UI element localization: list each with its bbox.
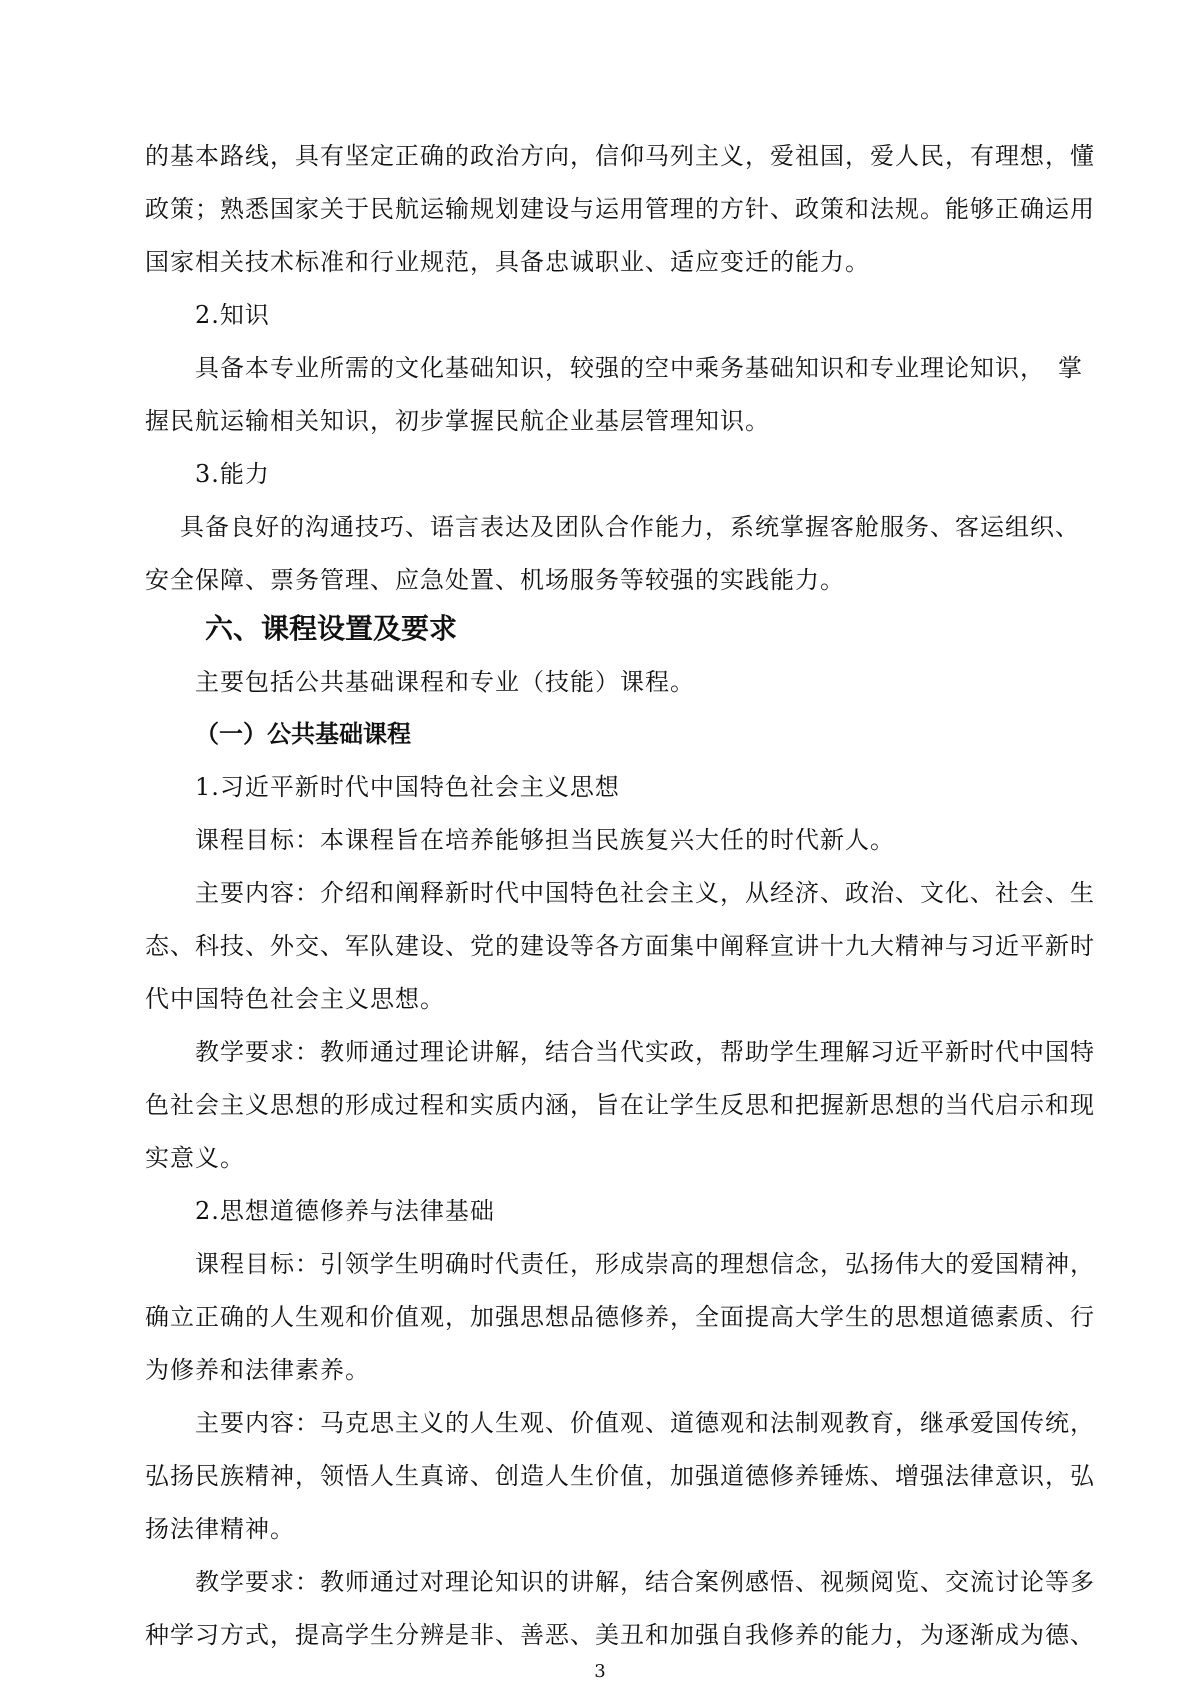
section-label: 3.能力 [195, 460, 270, 488]
paragraph-line: 课程目标：引领学生明确时代责任，形成崇高的理想信念，弘扬伟大的爱国精神， [195, 1250, 1095, 1278]
paragraph-line: 代中国特色社会主义思想。 [145, 985, 445, 1013]
section-heading: 六、课程设置及要求 [205, 612, 458, 645]
page-number: 3 [594, 1661, 606, 1682]
paragraph-line: 课程目标：本课程旨在培养能够担当民族复兴大任的时代新人。 [195, 826, 895, 854]
paragraph-line: 的基本路线，具有坚定正确的政治方向，信仰马列主义，爱祖国，爱人民，有理想，懂 [145, 142, 1095, 170]
section-label: 2.知识 [195, 301, 270, 329]
paragraph-line: 政策；熟悉国家关于民航运输规划建设与运用管理的方针、政策和法规。能够正确运用 [145, 195, 1095, 223]
paragraph-line: 主要包括公共基础课程和专业（技能）课程。 [195, 668, 695, 696]
paragraph-line: 主要内容：介绍和阐释新时代中国特色社会主义，从经济、政治、文化、社会、生 [195, 879, 1095, 907]
paragraph-line: 为修养和法律素养。 [145, 1356, 370, 1384]
paragraph-line: 具备良好的沟通技巧、语言表达及团队合作能力，系统掌握客舱服务、客运组织、 [180, 513, 1080, 541]
paragraph-line: 实意义。 [145, 1144, 245, 1172]
paragraph-line: 态、科技、外交、军队建设、党的建设等各方面集中阐释宣讲十九大精神与习近平新时 [145, 932, 1095, 960]
paragraph-line: 色社会主义思想的形成过程和实质内涵，旨在让学生反思和把握新思想的当代启示和现 [145, 1091, 1095, 1119]
paragraph-line: 国家相关技术标准和行业规范，具备忠诚职业、适应变迁的能力。 [145, 248, 870, 276]
paragraph-line: 扬法律精神。 [145, 1515, 295, 1543]
paragraph-line: 弘扬民族精神，领悟人生真谛、创造人生价值，加强道德修养锤炼、增强法律意识，弘 [145, 1462, 1095, 1490]
course-title: 1.习近平新时代中国特色社会主义思想 [195, 773, 620, 801]
paragraph-line: 具备本专业所需的文化基础知识，较强的空中乘务基础知识和专业理论知识， 掌 [195, 354, 1083, 382]
paragraph-line: 种学习方式，提高学生分辨是非、善恶、美丑和加强自我修养的能力，为逐渐成为德、 [145, 1621, 1095, 1649]
paragraph-line: 主要内容：马克思主义的人生观、价值观、道德观和法制观教育，继承爱国传统， [195, 1409, 1095, 1437]
subsection-heading: （一）公共基础课程 [195, 720, 411, 748]
paragraph-line: 教学要求：教师通过对理论知识的讲解，结合案例感悟、视频阅览、交流讨论等多 [195, 1568, 1095, 1596]
paragraph-line: 教学要求：教师通过理论讲解，结合当代实政，帮助学生理解习近平新时代中国特 [195, 1038, 1095, 1066]
paragraph-line: 确立正确的人生观和价值观，加强思想品德修养，全面提高大学生的思想道德素质、行 [145, 1303, 1095, 1331]
course-title: 2.思想道德修养与法律基础 [195, 1197, 495, 1225]
paragraph-line: 安全保障、票务管理、应急处置、机场服务等较强的实践能力。 [145, 566, 845, 594]
paragraph-line: 握民航运输相关知识，初步掌握民航企业基层管理知识。 [145, 407, 770, 435]
